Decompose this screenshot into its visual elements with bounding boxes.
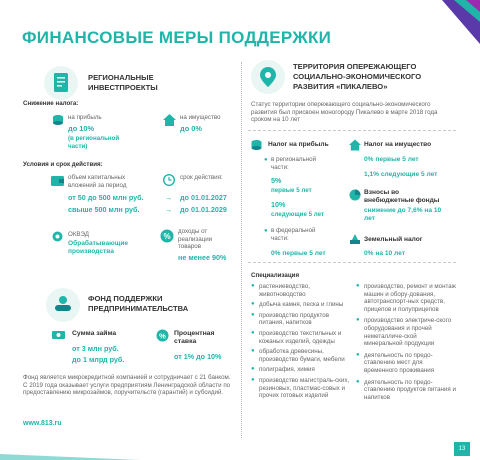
divider-top — [248, 130, 456, 131]
list-item: ● растениеводство, животноводство — [251, 283, 310, 298]
federal-part-label: в федеральной части: — [271, 227, 316, 242]
list-item: ● полиграфия, химия — [251, 366, 315, 374]
arrow-icon-2: → — [165, 205, 173, 214]
spec-right-list — [356, 283, 456, 405]
list-item: ● производство текстильных и кожаных изделий, одежды — [251, 329, 342, 345]
pie-icon — [349, 189, 361, 201]
conditions-label: Условия и срок действия: — [23, 161, 103, 168]
okved-label: ОКВЭД — [68, 231, 89, 238]
profit-tax-label: Налог на прибыль — [268, 141, 329, 148]
land-icon — [349, 233, 361, 245]
list-item: ● производство электриче-ского оборудования и прочей неметалличе-ской минеральной продукции — [356, 317, 452, 348]
tor-heading-line2: СОЦИАЛЬНО-ЭКОНОМИЧЕСКОГО — [293, 72, 422, 81]
specialization-label: Специализация — [251, 272, 300, 279]
loan-value-1: от 3 млн руб. — [72, 344, 119, 353]
coins-icon — [52, 114, 64, 126]
list-item: ● добыча камня, песка и глины — [251, 301, 344, 309]
property-tax-label: Налог на имущество — [364, 141, 432, 148]
tor-heading — [293, 62, 421, 92]
property-label: на имущество — [180, 114, 221, 121]
bullet-dot: ● — [264, 228, 268, 234]
cash-icon — [52, 329, 65, 341]
fund-heading-line2: ПРЕДПРИНИМАТЕЛЬСТВА — [88, 304, 189, 313]
regional-value-2: 10% — [271, 200, 286, 209]
loan-value-2: до 1 млрд руб. — [72, 355, 125, 364]
coins-icon-2 — [250, 139, 263, 151]
income-value: не менее 90% — [178, 253, 227, 262]
funds-label: Взносы во внебюджетные фонды — [364, 189, 440, 204]
tor-heading-line1: ТЕРРИТОРИЯ ОПЕРЕЖАЮЩЕГО — [293, 62, 417, 71]
funds-value: снижение до 7,6% на 10 лет — [364, 207, 442, 222]
column-divider — [241, 62, 242, 438]
land-tax-value: 0% на 10 лет — [364, 250, 405, 257]
federal-value: 0% первые 5 лет — [271, 250, 326, 257]
invest-label: объем капитальных вложений за период — [68, 174, 127, 189]
document-icon — [51, 72, 71, 94]
tax-cut-label: Снижение налога: — [23, 100, 79, 107]
bullet-dot: ● — [264, 157, 268, 163]
property-value-1: 0% первые 5 лет — [364, 156, 419, 163]
spec-left-list — [251, 283, 351, 403]
fund-heading — [88, 294, 188, 314]
svg-text:%: % — [163, 232, 171, 241]
invest-value-1: от 50 до 500 млн руб. — [68, 193, 144, 202]
invest-value-2: свыше 500 млн руб. — [68, 205, 140, 214]
fund-website-link[interactable]: www.813.ru — [23, 420, 62, 427]
regional-part-label: в региональной части: — [271, 156, 317, 171]
land-tax-label: Земельный налог — [364, 236, 423, 243]
profit-note: (в региональной части) — [68, 135, 120, 150]
divider-bottom — [248, 262, 456, 263]
page-number: 13 — [454, 442, 470, 456]
list-item: ● производство, ремонт и монтаж машин и обору-дования, автотранспорт-ных средств, прицепов и полуприцепов — [356, 283, 456, 313]
house-icon — [163, 114, 176, 126]
list-item: ● деятельность по предо-ставлению продуктов питания и напитков — [356, 378, 456, 401]
page-title: ФИНАНСОВЫЕ МЕРЫ ПОДДЕРЖКИ — [22, 28, 332, 47]
term-label: срок действия: — [180, 174, 223, 181]
term-value-2: до 01.01.2029 — [180, 205, 227, 214]
rip-heading — [88, 73, 158, 93]
income-label: доходы от реализации товаров — [178, 228, 213, 251]
gear-icon — [51, 230, 64, 243]
fund-description: Фонд является микрокредитной компанией и сотрудничает с 21 банком. С 2019 года оказывает услуги предприятиям Ленинградской области по предоставлению микрозаймов, поручительств (гарантий) и субсидий. — [23, 374, 231, 397]
loan-label: Сумма займа — [72, 330, 117, 337]
regional-value-1: 5% — [271, 176, 282, 185]
fund-heading-line1: ФОНД ПОДДЕРЖКИ — [88, 294, 163, 303]
property-value: до 0% — [180, 124, 202, 133]
tor-heading-line3: РАЗВИТИЯ «ПИКАЛЕВО» — [293, 82, 388, 91]
footer-decoration — [0, 440, 480, 460]
wallet-icon — [51, 174, 64, 186]
house-icon-2 — [349, 139, 361, 151]
clock-icon — [163, 174, 175, 186]
list-item: ● производство продуктов питания, напитков — [251, 311, 330, 327]
rate-label: Процентная ставка — [174, 330, 215, 345]
percent-icon — [160, 229, 174, 243]
list-item: ● деятельность по предо-ставлению мест для временного проживания — [356, 351, 435, 374]
rate-value: от 1% до 10% — [174, 352, 222, 361]
map-pin-icon — [258, 66, 278, 88]
profit-label: на прибыль — [68, 114, 102, 121]
okved-value: Обрабатывающие производства — [68, 240, 129, 255]
rip-heading-line1: РЕГИОНАЛЬНЫЕ — [88, 73, 154, 82]
list-item: ● производство магистраль-ских, резиновых, пластмас-совых и прочих готовых изделий — [251, 376, 350, 400]
regional-note-1: первые 5 лет — [271, 187, 312, 194]
arrow-icon-1: → — [165, 193, 173, 202]
svg-text:%: % — [159, 331, 166, 341]
tor-status: Статус территории опережающего социально-экономического развития был присвоен моногороду Пикалево в марте 2018 года сроком на 10 лет — [251, 101, 438, 124]
term-value-1: до 01.01.2027 — [180, 193, 227, 202]
corner-decoration — [428, 0, 480, 60]
percent-icon-2 — [156, 329, 169, 342]
list-item: ● обработка древесины, производство бумаги, мебели — [251, 348, 345, 363]
handshake-icon — [53, 294, 73, 314]
rip-heading-line2: ИНВЕСТПРОЕКТЫ — [88, 83, 158, 92]
property-value-2: 1,1% следующие 5 лет — [364, 171, 438, 178]
profit-value: до 10% — [68, 124, 95, 133]
regional-note-2: следующие 5 лет — [271, 211, 325, 218]
